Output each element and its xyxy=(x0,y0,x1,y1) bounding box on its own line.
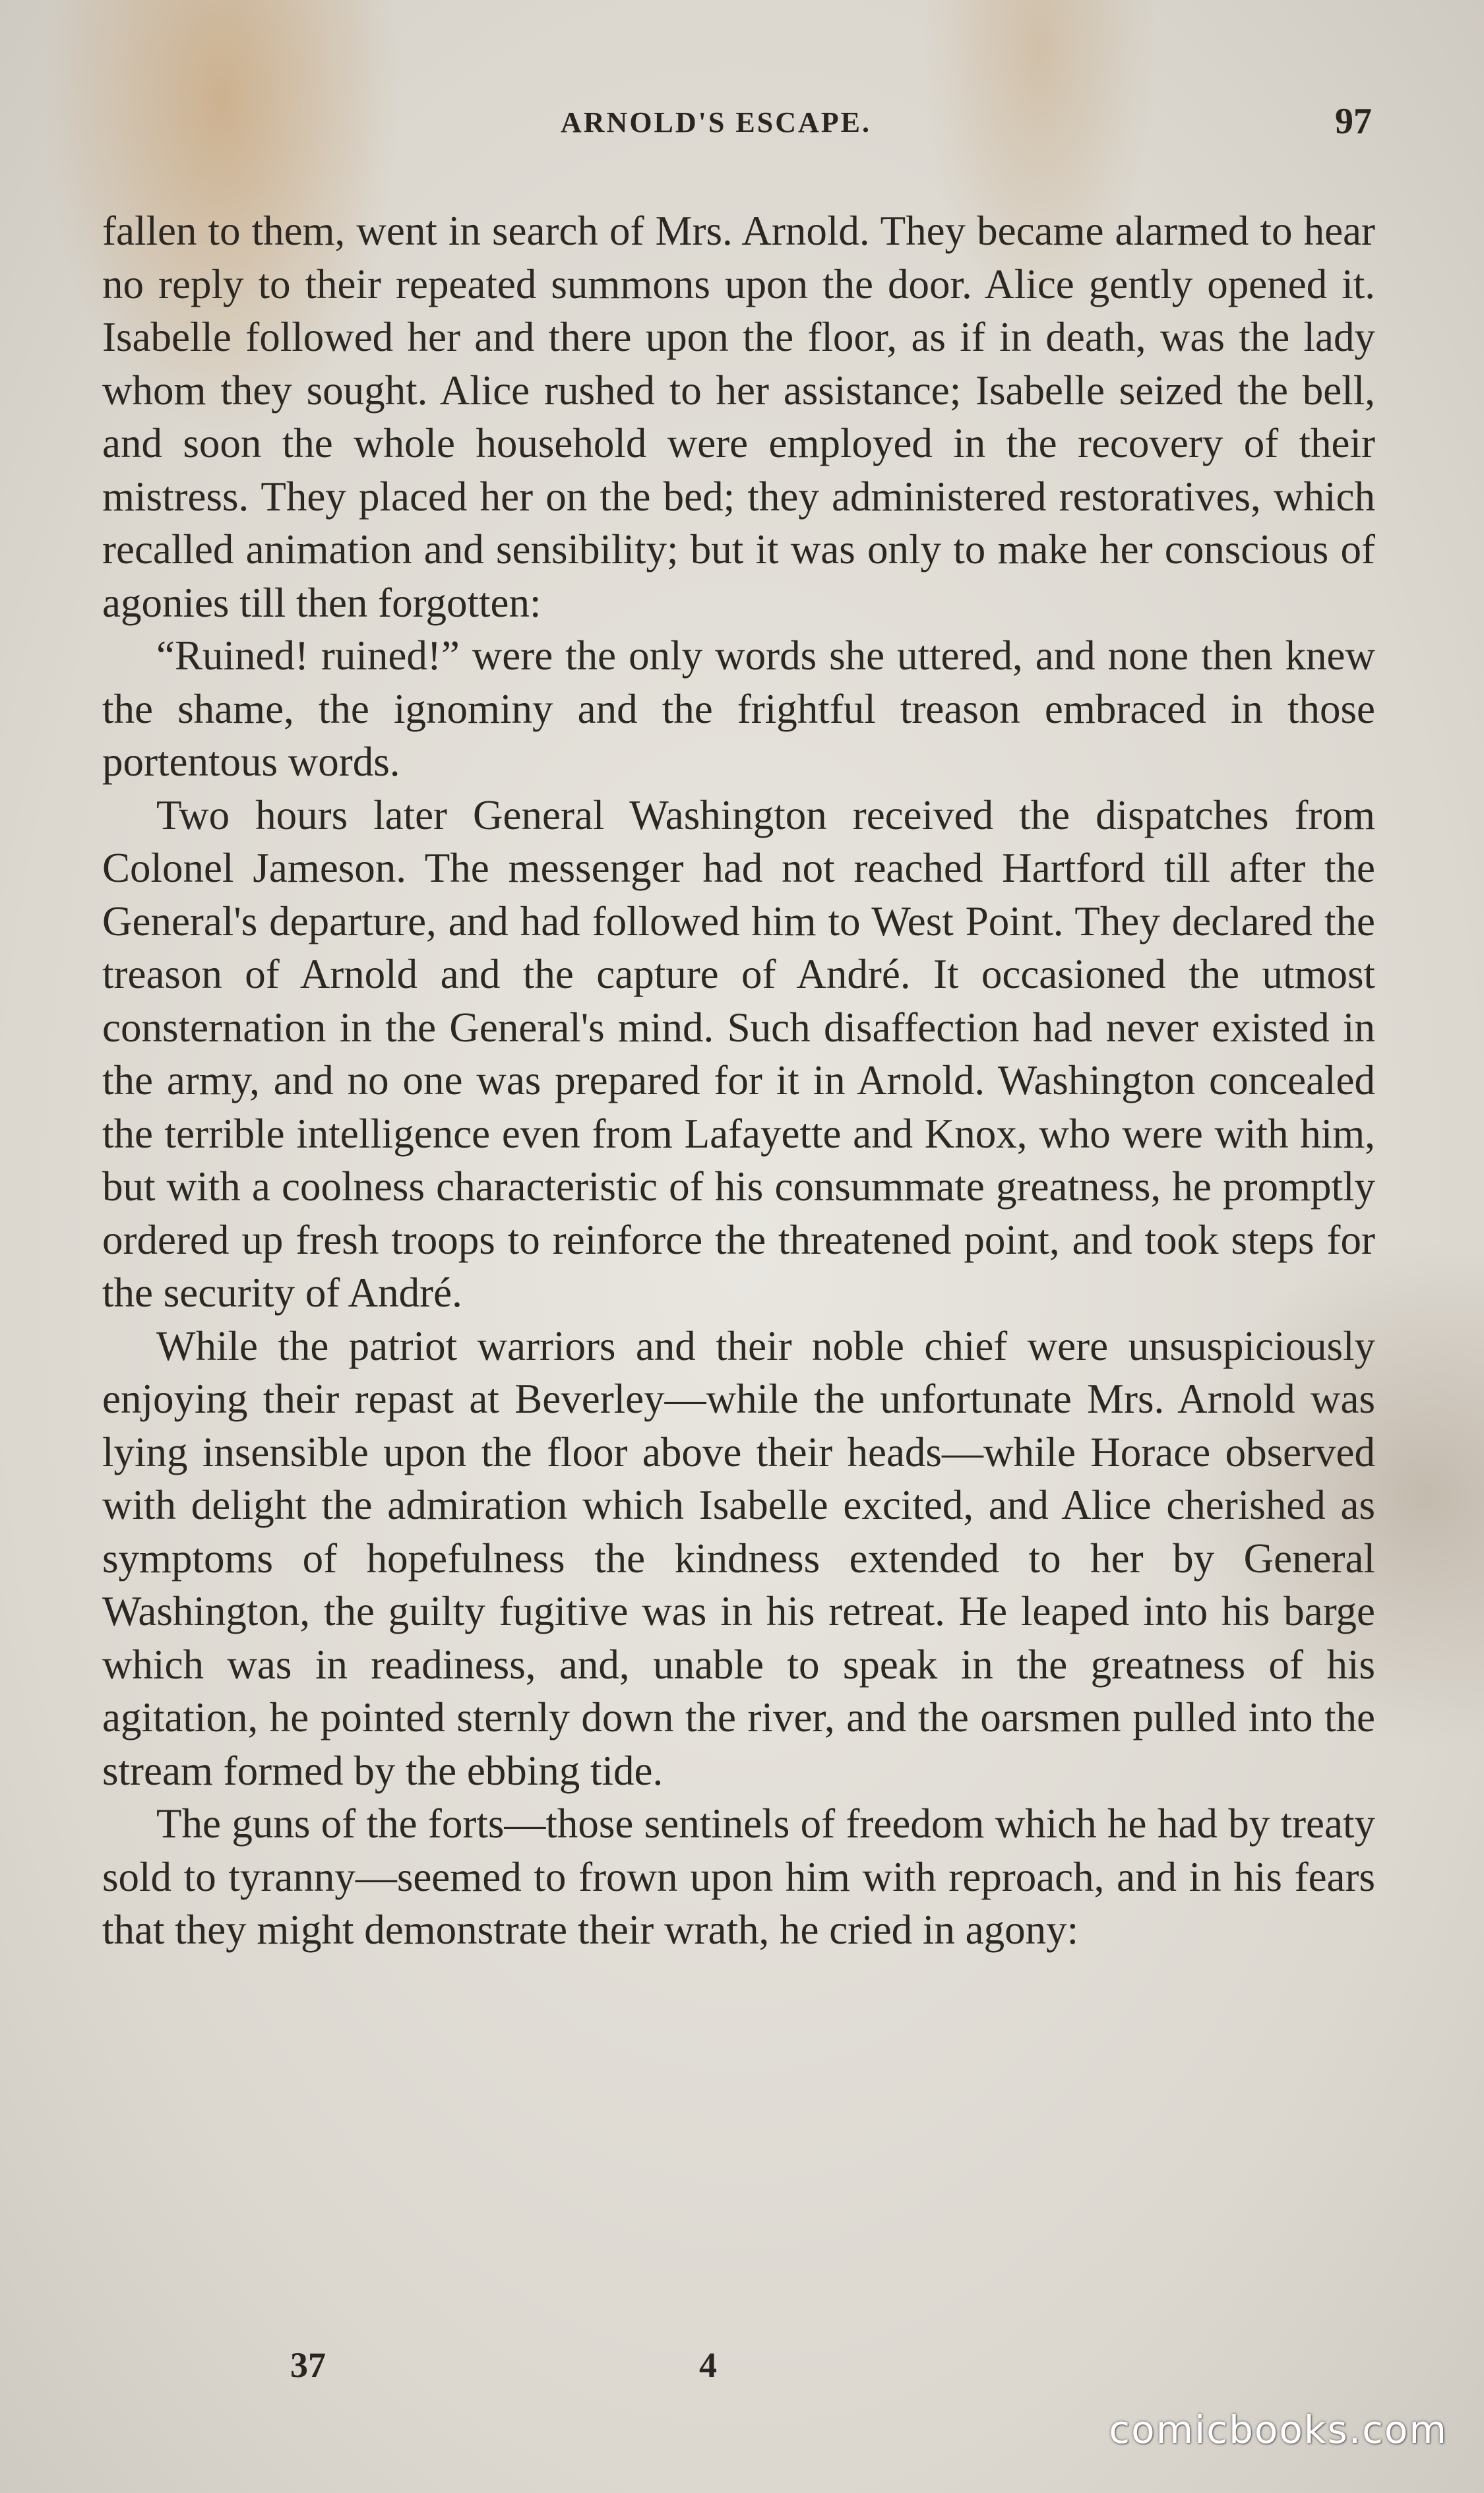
paragraph: fallen to them, went in search of Mrs. Arnold. They became alarmed to hear no reply to their repeated summons upon the door. Alice gently opened it. Isabelle followed her and there upon the floor, as if in death, was the lady whom they sought. Alice rushed to her assistance; Isabelle seized the bell, and soon the whole household were employed in the recovery of their mistress. They placed her on the bed; they administered restoratives, which recalled animation and sensibility; but it was only to make her conscious of agonies till then forgotten: xyxy=(102,208,1375,626)
signature-mark: 37 xyxy=(290,2345,326,2385)
paragraph: Two hours later General Washington received the dispatches from Colonel Jameson. The messenger had not reached Hartford till after the General's departure, and had followed him to West Point. They declared the treason of Arnold and the capture of André. It occasioned the utmost consternation in the General's mind. Such disaffection had never existed in the army, and no one was prepared for it in Arnold. Washington concealed the terrible intelligence even from Lafayette and Knox, who were with him, but with a coolness characteristic of his consummate greatness, he promptly ordered up fresh troops to reinforce the threatened point, and took steps for the security of André. xyxy=(102,791,1375,1316)
body-text xyxy=(102,204,1375,1957)
page-footer xyxy=(106,2345,1378,2391)
page-number: 97 xyxy=(1335,101,1372,142)
paragraph: The guns of the forts—those sentinels of freedom which he had by treaty sold to tyranny—seemed to frown upon him with reproach, and in his fears that they might demonstrate their wrath, he cried in agony: xyxy=(102,1800,1375,1953)
paragraph: While the patriot warriors and their noble chief were unsuspiciously enjoying their repast at Beverley—while the unfortunate Mrs. Arnold was lying insensible upon the floor above their heads—while Horace observed with delight the admiration which Isabelle excited, and Alice cherished as symptoms of hopefulness the kindness extended to her by General Washington, the guilty fugitive was in his retreat. He leaped into his barge which was in readiness, and, unable to speak in the greatness of his agitation, he pointed sternly down the river, and the oarsmen pulled into the stream formed by the ebbing tide. xyxy=(102,1322,1375,1794)
paragraph: “Ruined! ruined!” were the only words she uttered, and none then knew the shame, the ignominy and the frightful treason embraced in those portentous words. xyxy=(102,632,1375,785)
running-title: ARNOLD'S ESCAPE. xyxy=(561,106,871,138)
page-header xyxy=(106,101,1378,152)
sheet-number: 4 xyxy=(699,2345,717,2385)
watermark: comicbooks.com xyxy=(1109,2407,1448,2452)
